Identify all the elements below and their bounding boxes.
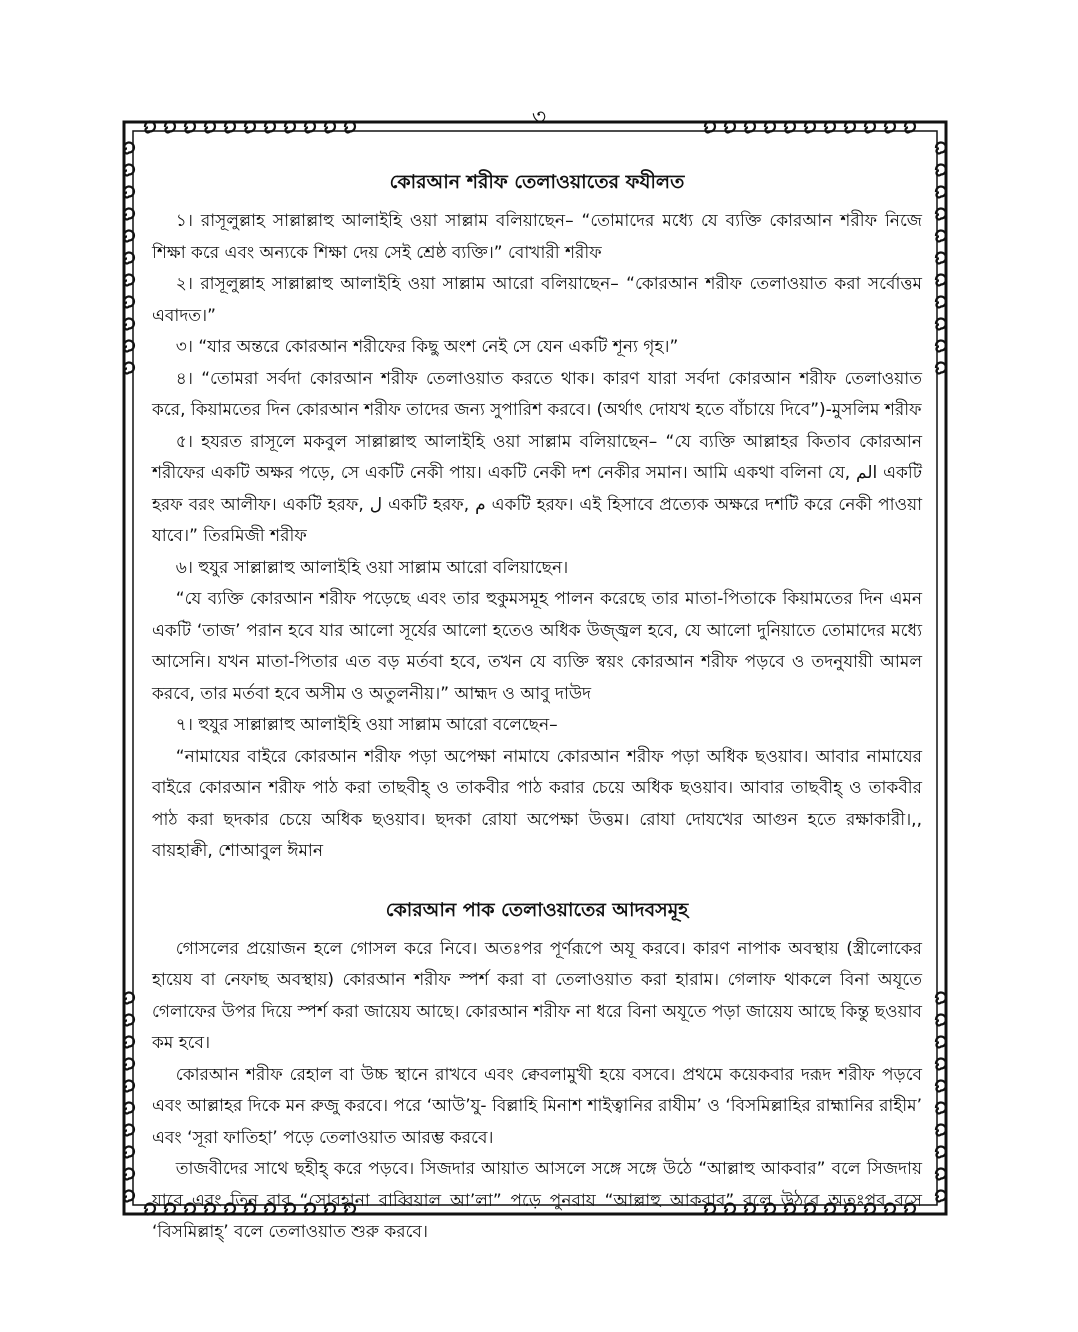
border-curl [936,1103,946,1114]
hadith-5 [152,427,922,553]
hadith-4: ৪। “তোমরা সর্বদা কোরআন শরীফ তেলাওয়াত করতে থাক। কারণ যারা সর্বদা কোরআন শরীফ তেলাওয়াত করে, কিয়ামতের দিন কোরআন শরীফ তাদের জন্য সুপারিশ করবে। (অর্থাৎ দোযখ হতে বাঁচায়ে দিবে”)-মুসলিম শরীফ [152,368,922,420]
border-curl [936,275,946,286]
border-curl [936,1037,946,1048]
hadith-6-intro: ৬। হুযুর সাল্লাল্লাহু আলাইহি ওয়া সাল্লাম আরো বলিয়াছেন। [175,557,569,578]
page-content [152,158,923,1242]
section-title-etiquette: কোরআন পাক তেলাওয়াতের আদবসমূহ [385,898,689,921]
hadith-7-quote: “নামাযের বাইরে কোরআন শরীফ পড়া অপেক্ষা নামাযে কোরআন শরীফ পড়া অধিক ছওয়াব। আবার নামাযের বাইরে কোরআন শরীফ পাঠ করা তাছবীহ্ ও তাকবীর পাঠ করার চেয়ে অধিক ছওয়াব। আবার তাছবীহ্ ও তাকবীর পাঠ করা ছদকার চেয়ে অধিক ছওয়াব। ছদকা রোযা অপেক্ষা উত্তম। রোযা দোযখের আগুন হতে রক্ষাকারী।,, বায়হাক্বী, শোআবুল ঈমান [152,746,922,861]
border-curl [936,1015,946,1026]
hadith-5-part-b: একটি হরফ বরং আলীফ। একটি হরফ, [152,463,923,515]
border-curl [936,1191,946,1202]
etiquette-paragraph-2: কোরআন শরীফ রেহাল বা উচ্চ স্থানে রাখবে এবং ক্বেবলামুখী হয়ে বসবে। প্রথমে কয়েকবার দরূদ শরীফ পড়বে এবং আল্লাহর দিকে মন রুজু করবে। পরে ‘আউ’যু- বিল্লাহি মিনাশ শাইত্বানির রাযীম’ ও ‘বিসমিল্লাহির রাহ্মানির রাহীম’ এবং ‘সূরা ফাতিহা’ পড়ে তেলাওয়াত আরম্ভ করবে। [152,1064,922,1148]
border-curl [936,253,946,264]
border-curl [936,187,946,198]
arabic-letter-lam: ل [369,494,383,515]
hadith-1: ১। রাসূলুল্লাহ সাল্লাল্লাহু আলাইহি ওয়া সাল্লাম বলিয়াছেন– “তোমাদের মধ্যে যে ব্যক্তি কোরআন শরীফ নিজে শিক্ষা করে এবং অন্যকে শিক্ষা দেয় সেই শ্রেষ্ঠ ব্যক্তি।” বোখারী শরীফ [152,211,922,263]
hadith-7-intro: ৭। হুযুর সাল্লাল্লাহু আলাইহি ওয়া সাল্লাম আরো বলেছেন– [175,715,558,735]
hadith-3: ৩। “যার অন্তরে কোরআন শরীফের কিছু অংশ নেই সে যেন একটি শূন্য গৃহ।” [175,337,679,357]
border-curl [936,993,946,1004]
arabic-letters-alif-lam-mim: الم [856,463,878,483]
border-curl [936,363,946,374]
border-curl [936,165,946,176]
border-curl [936,1059,946,1070]
border-curl [936,1147,946,1158]
border-curl [936,1169,946,1180]
arabic-letter-mim: م [475,494,486,515]
border-curl [936,341,946,352]
border-curl [936,209,946,220]
border-curl [936,143,946,154]
border-curl [936,1125,946,1136]
section-title-virtues: কোরআন শরীফ তেলাওয়াতের ফযীলত [389,171,685,193]
hadith-5-part-d: একটি হরফ। এই হিসাবে প্রত্যেক অক্ষরে দশটি করে নেকী পাওয়া যাবে।” তিরমিজী শরীফ [152,494,923,546]
hadith-5-part-a: ৫। হযরত রাসূলে মকবুল সাল্লাল্লাহু আলাইহি ওয়া সাল্লাম বলিয়াছেন– “যে ব্যক্তি আল্লাহর কিতাব কোরআন শরীফের একটি অক্ষর পড়ে, সে একটি নেকী পায়। একটি নেকী দশ নেকীর সমান। আমি একথা বলিনা যে, [152,431,922,483]
hadith-2: ২। রাসূলুল্লাহ সাল্লাল্লাহু আলাইহি ওয়া সাল্লাম আরো বলিয়াছেন– “কোরআন শরীফ তেলাওয়াত করা সর্বোত্তম এবাদত।” [152,274,922,326]
etiquette-paragraph-3: তাজবীদের সাথে ছহীহ্ করে পড়বে। সিজদার আয়াত আসলে সঙ্গে সঙ্গে উঠে “আল্লাহু আকবার” বলে সিজদায় যাবে এবং তিন বার “সোবহানা রাব্বিয়াল আ’লা” পড়ে পুনরায় “আল্লাহু আকবার” বলে উঠবে অতঃপর বসে ‘বিসমিল্লাহ্’ বলে তেলাওয়াত শুরু করবে। [152,1159,922,1242]
hadith-5-part-c: একটি হরফ, [388,494,470,515]
border-curl [936,297,946,308]
border-curl [936,231,946,242]
etiquette-paragraph-1: গোসলের প্রয়োজন হলে গোসল করে নিবে। অতঃপর পূর্ণরূপে অযূ করবে। কারণ নাপাক অবস্থায় (স্ত্রীলোকের হায়েয বা নেফাছ অবস্থায়) কোরআন শরীফ স্পর্শ করা বা তেলাওয়াত করা হারাম। গেলাফ থাকলে বিনা অযূতে গেলাফের উপর দিয়ে স্পর্শ করা জায়েয আছে। কোরআন শরীফ না ধরে বিনা অযূতে পড়া জায়েয আছে কিন্তু ছওয়াব কম হবে। [152,938,922,1053]
border-curl [936,1081,946,1092]
border-curl [936,319,946,330]
hadith-6-quote: “যে ব্যক্তি কোরআন শরীফ পড়েছে এবং তার হুকুমসমূহ পালন করেছে তার মাতা-পিতাকে কিয়ামতের দিন এমন একটি ‘তাজ’ পরান হবে যার আলো সূর্যের আলো হতেও অধিক উজ্জ্বল হবে, যে আলো দুনিয়াতে তোমাদের মধ্যে আসেনি। যখন মাতা-পিতার এত বড় মর্তবা হবে, তখন যে ব্যক্তি স্বয়ং কোরআন শরীফ পড়বে ও তদনুযায়ী আমল করবে, তার মর্তবা হবে অসীম ও অতুলনীয়।” আহ্মদ ও আবু দাউদ [152,589,922,704]
page-number: ৩ [531,105,547,130]
